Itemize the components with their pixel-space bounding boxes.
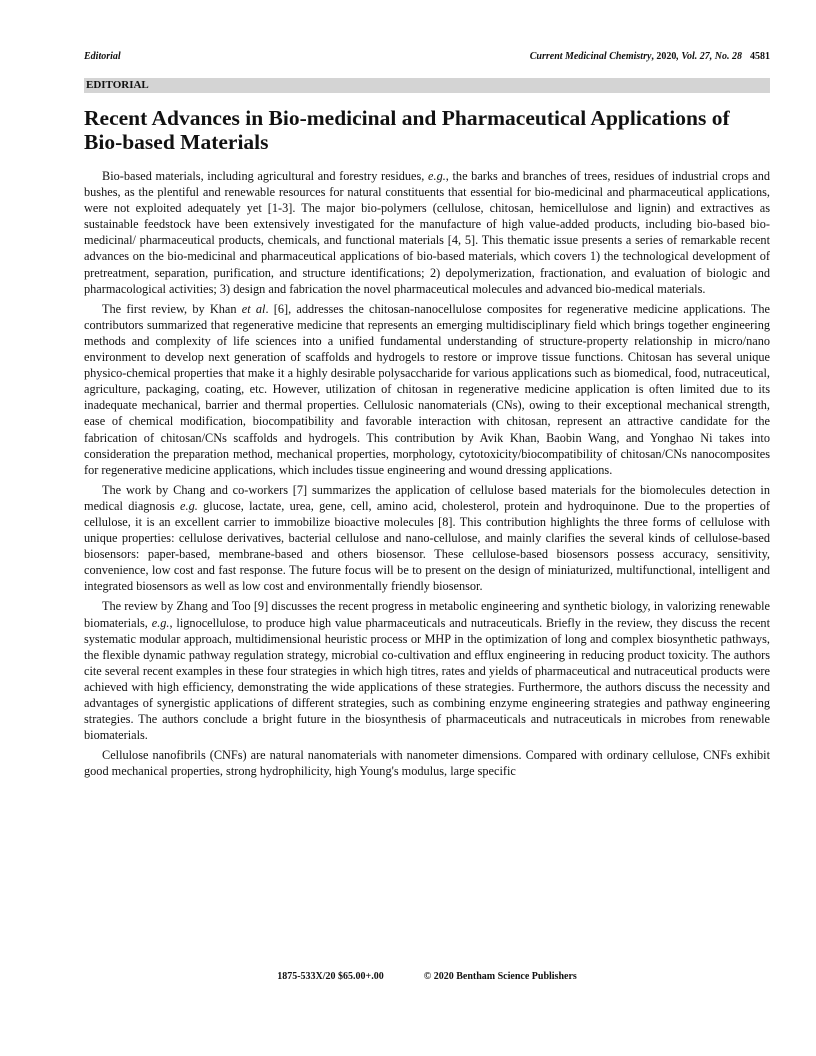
text-run: The first review, by Khan: [102, 301, 242, 316]
section-label-bar: [84, 78, 770, 93]
italic-text-run: e.g.: [151, 615, 170, 630]
running-head-citation: Current Medicinal Chemistry, 2020, Vol. 27, No. 28 4581: [529, 51, 770, 62]
italic-text-run: e.g.: [428, 169, 446, 183]
article-body: [84, 168, 770, 783]
journal-year: 2020: [656, 51, 677, 62]
text-run: The review by Zhang and Too [9] discusses the recent progress in metabolic engineering and synthetic biology, in valorizing renewable biomaterials,: [84, 599, 770, 630]
text-run: glucose, lactate, urea, gene, cell, amino acid, cholesterol, protein and hydroquinone. Due to the properties of cellulose, it is an excellent carrier to immobilize bioactive molecules [8]. This contribution highlights the three forms of cellulose with unique properties: cellulose derivatives, bacterial cellulose and nano-cellulose, and mainly clarifies the several kinds of cellulose-based biosensors: paper-based, membrane-based and others biosensor. These cellulose-based biosensors possess accuracy, sensitivity, convenience, low cost and fast response. The future focus will be to present on the design of miniaturized, multifunctional, intelligent and integrated biosensors as well as low cost and environmentally friendly biosensor.: [84, 498, 771, 594]
body-paragraph: [84, 598, 770, 743]
page-number: 4581: [750, 51, 770, 62]
body-paragraph: [84, 482, 770, 595]
text-run: The work by Chang and co-workers [7] summarizes the application of cellulose based materials for the biomolecules detection in medical diagnosis: [84, 482, 770, 513]
running-head-section: Editorial: [84, 51, 121, 62]
italic-text-run: et al: [241, 301, 266, 316]
body-paragraph: [84, 168, 770, 297]
journal-volume: Vol. 27: [681, 51, 710, 62]
text-run: Cellulose nanofibrils (CNFs) are natural nanomaterials with nanometer dimensions. Compared with ordinary cellulose, CNFs exhibit good mechanical properties, strong hydrophilicity, high Young's modulus, large specific: [84, 748, 770, 779]
running-head: [84, 50, 770, 64]
text-run: . [6], addresses the chitosan-nanocellulose composites for regenerative medicine applications. The contributors summarized that regenerative medicine that represents an emerging multidisciplinary field which brings together engineering methods and complexity of life sciences into a unified fundamental understanding of structure-property relationship in micro/nano environment to develop next generation of scaffolds and hydrogels to restore or improve tissue functions. Chitosan has several unique physico-chemical properties that make it a highly desirable polysaccharide for various applications such as biomedical, food, nutraceutical, agriculture, packaging, coating, etc. However, utilization of chitosan in regenerative medicine application is often limited due to its inadequate mechanical, barrier and thermal properties. Cellulosic nanomaterials (CNs), owing to their exceptional mechanical strength, ease of chemical modification, biocompatibility and favorable interaction with chitosan, represent an attractive candidate for the fabrication of chitosan/CNs scaffolds and hydrogels. This contribution by Avik Khan, Baobin Wang, and Yonghao Ni takes into consideration the preparation method, mechanical properties, morphology, cytotoxicity/biocompatibility of chitosan/CNs nanocomposites for regenerative medicine applications, which includes tissue engineering and wound dressing applications.: [84, 301, 770, 477]
article-title: Recent Advances in Bio-medicinal and Pharmaceutical Applications of Bio-based Materials: [84, 106, 730, 154]
journal-page: [84, 0, 770, 1056]
body-paragraph: [84, 747, 770, 779]
copyright-notice: © 2020 Bentham Science Publishers: [423, 971, 577, 982]
page-footer: [84, 970, 770, 984]
italic-text-run: e.g.: [180, 498, 198, 513]
journal-name: Current Medicinal Chemistry: [529, 51, 652, 62]
text-run: , the barks and branches of trees, residues of industrial crops and bushes, as the plentiful and renewable resources for natural constituents that essential for bio-medicinal and pharmaceutical applications, were not exploited adequately yet [1-3]. The major bio-polymers (cellulose, chitosan, hemicellulose and lignin) and extractives as sustainable feedstock have been extensively investigated for the manufacture of high value-added products, including bio-based bio-medicinal/ pharmaceutical products, chemicals, and functional materials [4, 5]. This thematic issue presents a series of remarkable recent advances on the bio-medicinal and pharmaceutical applications of bio-based materials, which covers 1) the technological development of pretreatment, separation, purification, and structure identifications; 2) depolymerization, fractionation, and evaluation of biologic and pharmacological activities; 3) design and fabrication the novel pharmaceutical molecules and advanced bio-medical materials.: [84, 169, 771, 296]
journal-issue: No. 28: [714, 51, 742, 62]
issn-price: 1875-533X/20 $65.00+.00: [277, 971, 384, 982]
section-label: EDITORIAL: [86, 79, 149, 91]
body-paragraph: [84, 301, 770, 478]
text-run: Bio-based materials, including agricultural and forestry residues,: [102, 169, 429, 183]
text-run: , lignocellulose, to produce high value pharmaceuticals and nutraceuticals. Briefly in the review, they discuss the recent systematic modular approach, multidimensional heuristic process or MHP in the optimization of long and complex biosynthetic pathways, the flexible dynamic pathway regulation strategy, microbial co-cultivation and efflux engineering in reducing product toxicity. The authors cite several recent examples in these four strategies in which high titres, rates and yields of pharmaceutical and nutraceutical products were achieved with high efficiency, demonstrating the wide applications of these strategies. Furthermore, the authors discuss the necessity and advantages of synergistic applications of different strategies, such as combining enzyme engineering strategies and pathway engineering strategies. The authors conclude a bright future in the biosynthesis of pharmaceuticals and nutraceuticals in microbes from renewable biomaterials.: [84, 615, 771, 743]
